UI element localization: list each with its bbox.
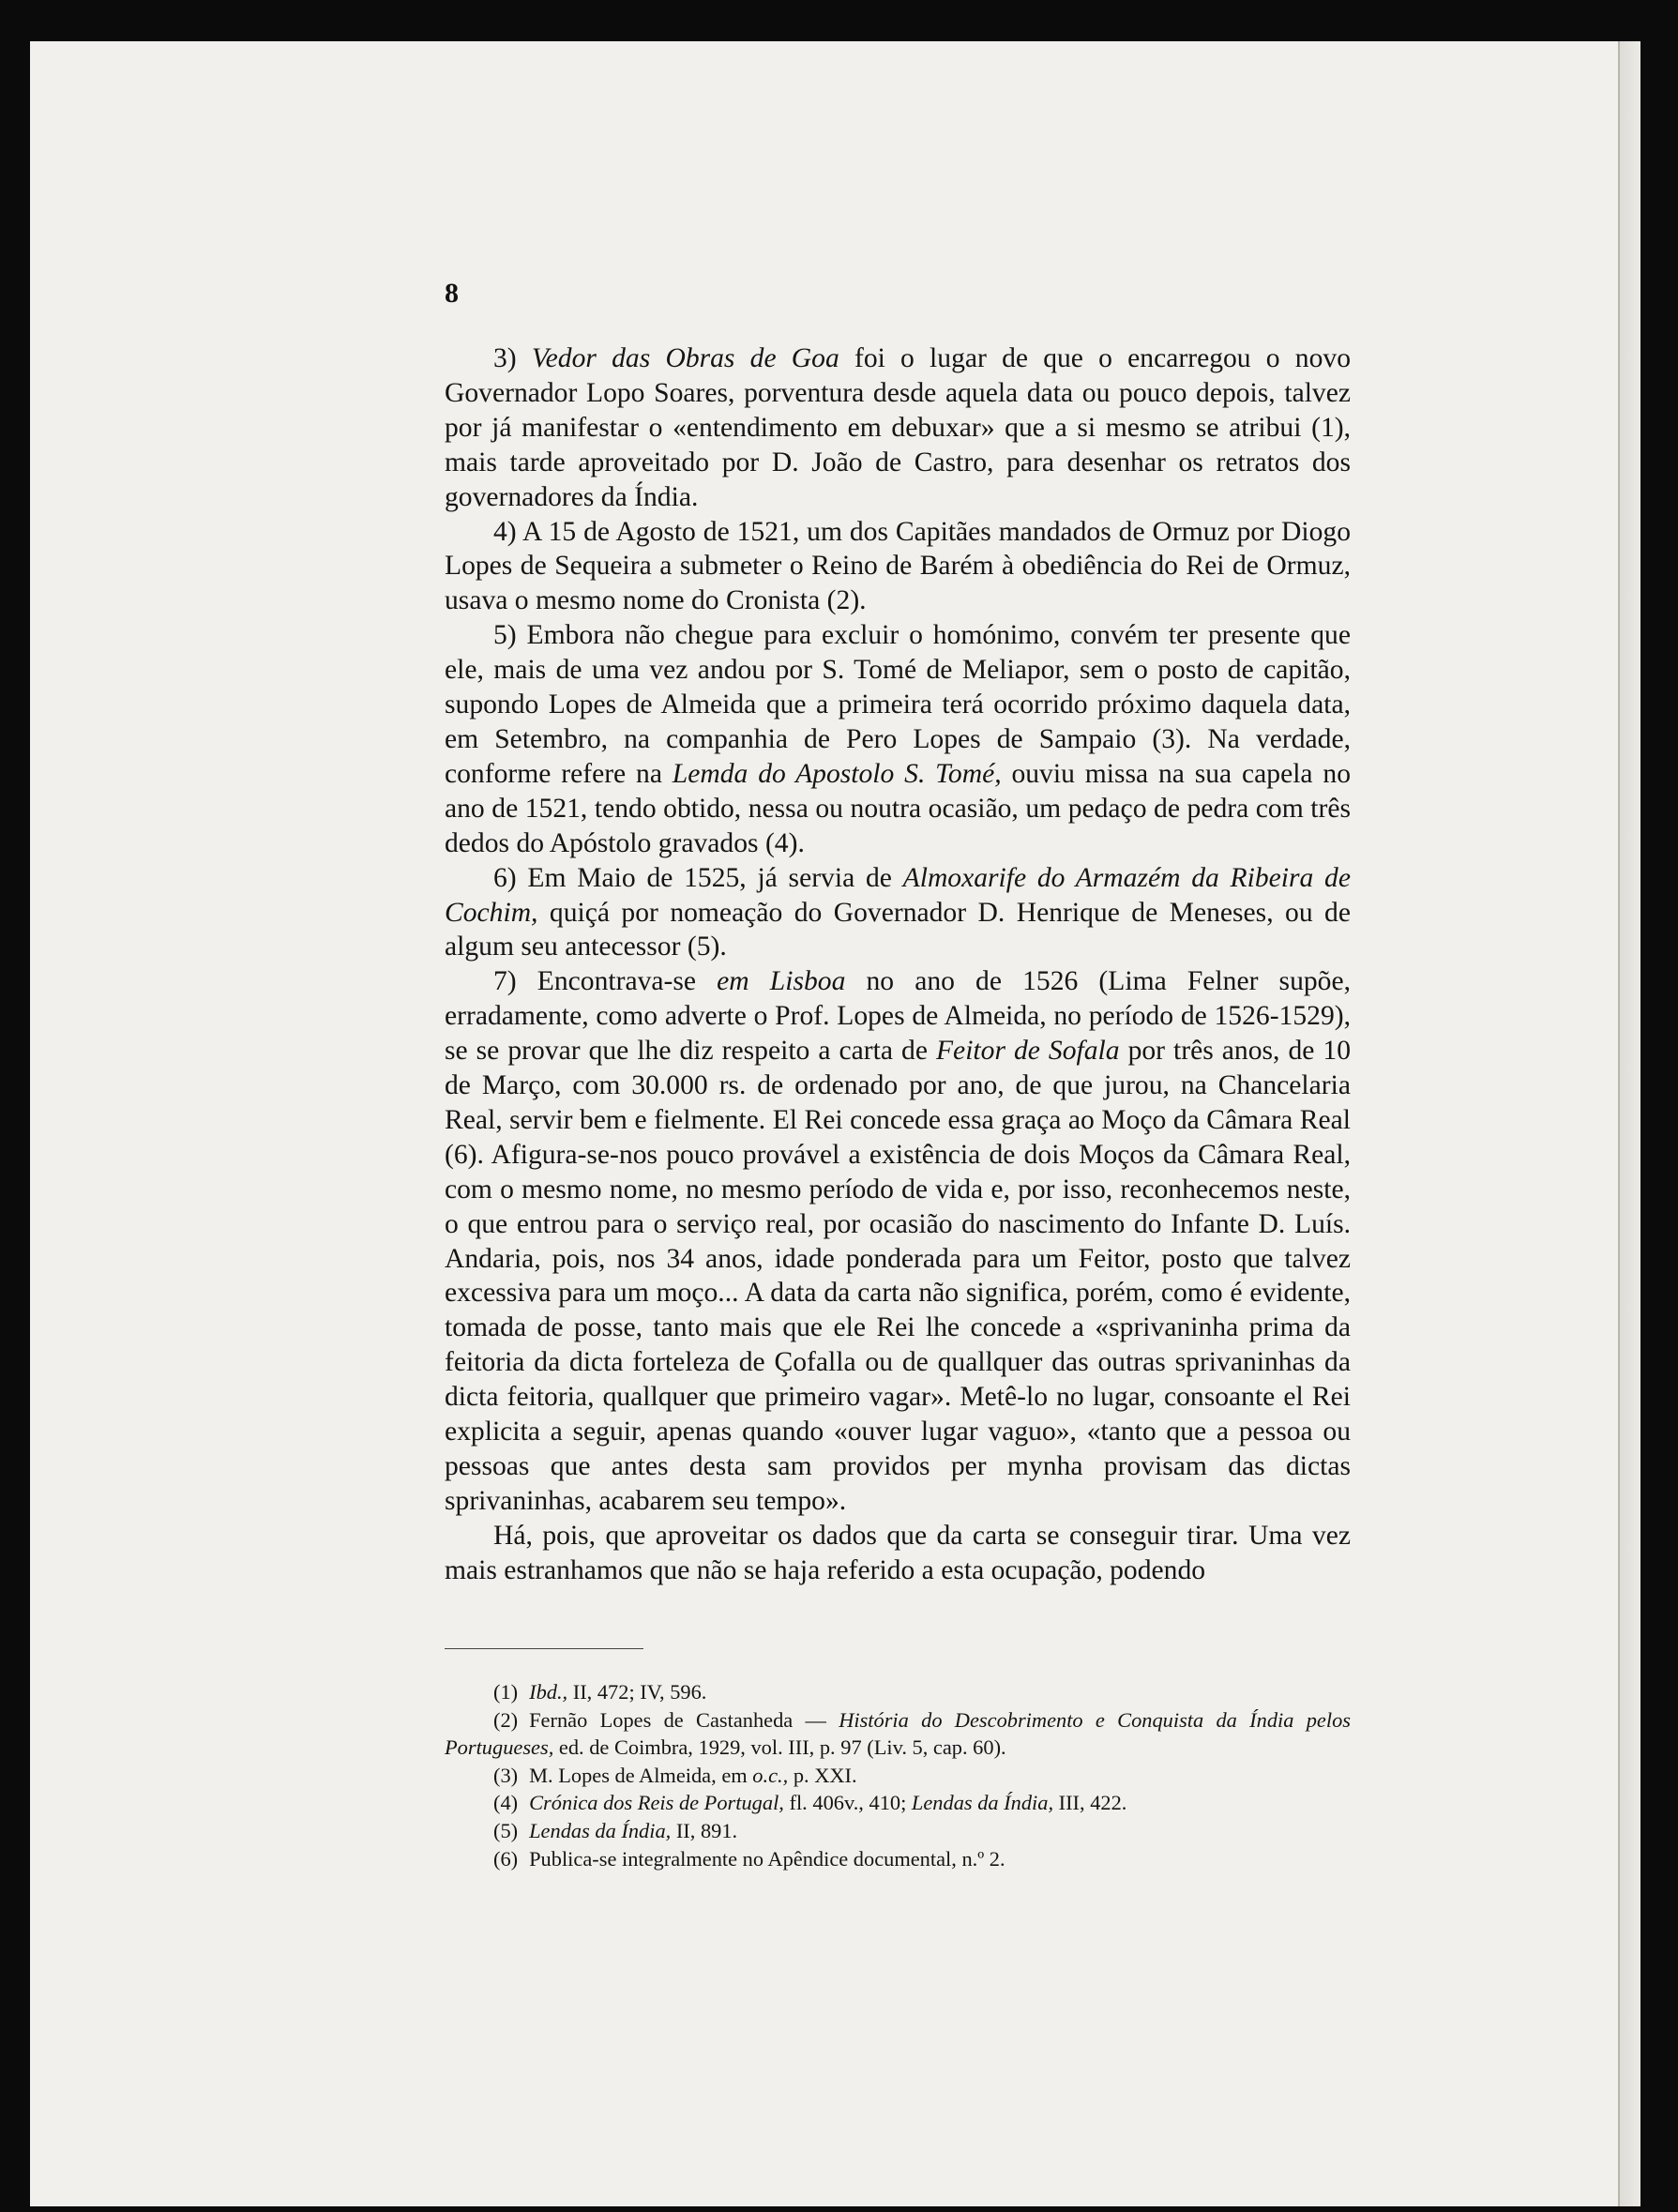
text-run: no ano de 1526 (Lima Felner supõe, erradamente, como adverte o Prof. Lopes de Almeida, no período de 1526-1529), se se provar que lhe diz respeito a carta de [445, 966, 1352, 1067]
paragraph [445, 964, 1351, 1519]
text-run: III, 422. [1053, 1791, 1127, 1815]
page-number: 8 [445, 278, 459, 309]
italic-text: Ibd., [529, 1680, 568, 1704]
text-run: 5) Embora não chegue para excluir o homónimo, convém ter presente que ele, mais de uma vez andou por S. Tomé de Meliapor, sem o posto de capitão, supondo Lopes de Almeida que a primeira terá ocorrido próximo daquela data, em Setembro, na companhia de Pero Lopes de Sampaio (3). Na verdade, conforme refere na [445, 620, 1351, 789]
footnote-number: (1) [493, 1680, 519, 1704]
text-run: ouviu missa na sua capela no ano de 1521, tendo obtido, nessa ou noutra ocasião, um pedaço de pedra com três dedos do Apóstolo gravados (4). [445, 758, 1351, 858]
text-run: 4) A 15 de Agosto de 1521, um dos Capitães mandados de Ormuz por Diogo Lopes de Sequeira a submeter o Reino de Barém à obediência do Rei de Ormuz, usava o mesmo nome do Cronista (2). [445, 516, 1351, 616]
footnote [445, 1762, 1351, 1790]
footnote-number: (5) [493, 1818, 519, 1842]
text-run: fl. 406v., 410; [783, 1791, 912, 1815]
footnote [445, 1678, 1351, 1706]
footnote-number: (2) [493, 1707, 519, 1732]
footnote [445, 1817, 1351, 1845]
text-run: foi o lugar de que o encarregou o novo Governador Lopo Soares, porventura desde aquela data ou pouco depois, talvez por já manifestar o «entendimento em debuxar» que a si mesmo se atribui (1), mais tarde aproveitado por D. João de Castro, para desenhar os retratos dos governadores da Índia. [445, 343, 1351, 512]
italic-text: Lendas da Índia, [911, 1791, 1054, 1815]
italic-text: Crónica dos Reis de Portugal, [529, 1791, 784, 1815]
text-run: Publica-se integralmente no Apêndice documental, n.º 2. [529, 1846, 1005, 1871]
document-page [30, 41, 1640, 2206]
italic-text: Feitor de Sofala [935, 1036, 1120, 1067]
text-run: ed. de Coimbra, 1929, vol. III, p. 97 (Liv. 5, cap. 60). [553, 1735, 1006, 1760]
footnote-number: (6) [493, 1846, 519, 1871]
text-run: 7) Encontrava-se [493, 966, 718, 997]
text-run: II, 891. [671, 1818, 738, 1842]
paragraph [445, 515, 1351, 619]
paragraph [445, 341, 1351, 515]
italic-text: Lemda do Apostolo S. Tomé, [672, 758, 1002, 789]
footnote [445, 1706, 1351, 1762]
text-run: 3) [493, 343, 532, 373]
text-run: II, 472; IV, 596. [567, 1680, 707, 1704]
body-text [445, 341, 1351, 1588]
italic-text: Vedor das Obras de Goa [531, 343, 839, 373]
text-run: Fernão Lopes de Castanheda — [529, 1707, 839, 1732]
text-run: 6) Em Maio de 1525, já servia de [493, 862, 903, 893]
footnote-separator [445, 1648, 643, 1649]
text-run: por três anos, de 10 de Março, com 30.000 rs. de ordenado por ano, de que jurou, na Chancelaria Real, servir bem e fielmente. El Rei concede essa graça ao Moço da Câmara Real (6). Afigura-se-nos pouco provável a existência de dois Moços da Câmara Real, com o mesmo nome, no mesmo período de vida e, por isso, reconhecemos neste, o que entrou para o serviço real, por ocasião do nascimento do Infante D. Luís. Andaria, pois, nos 34 anos, idade ponderada para um Feitor, posto que talvez excessiva para um moço... A data da carta não significa, porém, como é evidente, tomada de posse, tanto mais que ele Rei lhe concede a «sprivaninha prima da feitoria da dicta forteleza de Çofalla ou de quallquer das outras sprivaninhas da dicta feitoria, quallquer que primeiro vagar». Metê-lo no lugar, consoante el Rei explicita a seguir, apenas quando «ouver lugar vaguo», «tanto que a pessoa ou pessoas que antes desta sam providos per mynha provisam das dictas sprivaninhas, acabarem seu tempo». [445, 1036, 1351, 1516]
footnote [445, 1845, 1351, 1873]
italic-text: Lendas da Índia, [529, 1818, 672, 1842]
text-run: Há, pois, que aproveitar os dados que da carta se conseguir tirar. Uma vez mais estranhamos que não se haja referido a esta ocupação, podendo [445, 1520, 1351, 1585]
text-run: p. XXI. [788, 1763, 857, 1787]
italic-text: Almoxarife do Armazém da Ribeira de Cochim, [445, 862, 1351, 928]
italic-text: História do Descobrimento e Conquista da Índia pelos Portugueses, [445, 1707, 1351, 1760]
footnote [445, 1789, 1351, 1817]
paragraph [445, 861, 1351, 965]
italic-text: em Lisboa [717, 966, 846, 997]
footnote-number: (4) [493, 1791, 519, 1815]
paragraph [445, 618, 1351, 860]
italic-text: o.c., [752, 1763, 789, 1787]
text-run: quiçá por nomeação do Governador D. Henrique de Meneses, ou de algum seu antecessor (5). [445, 897, 1351, 962]
text-run: M. Lopes de Almeida, em [529, 1763, 753, 1787]
page-edge [1618, 41, 1640, 2206]
footnote-number: (3) [493, 1763, 519, 1787]
footnotes [445, 1678, 1351, 1872]
paragraph [445, 1519, 1351, 1588]
